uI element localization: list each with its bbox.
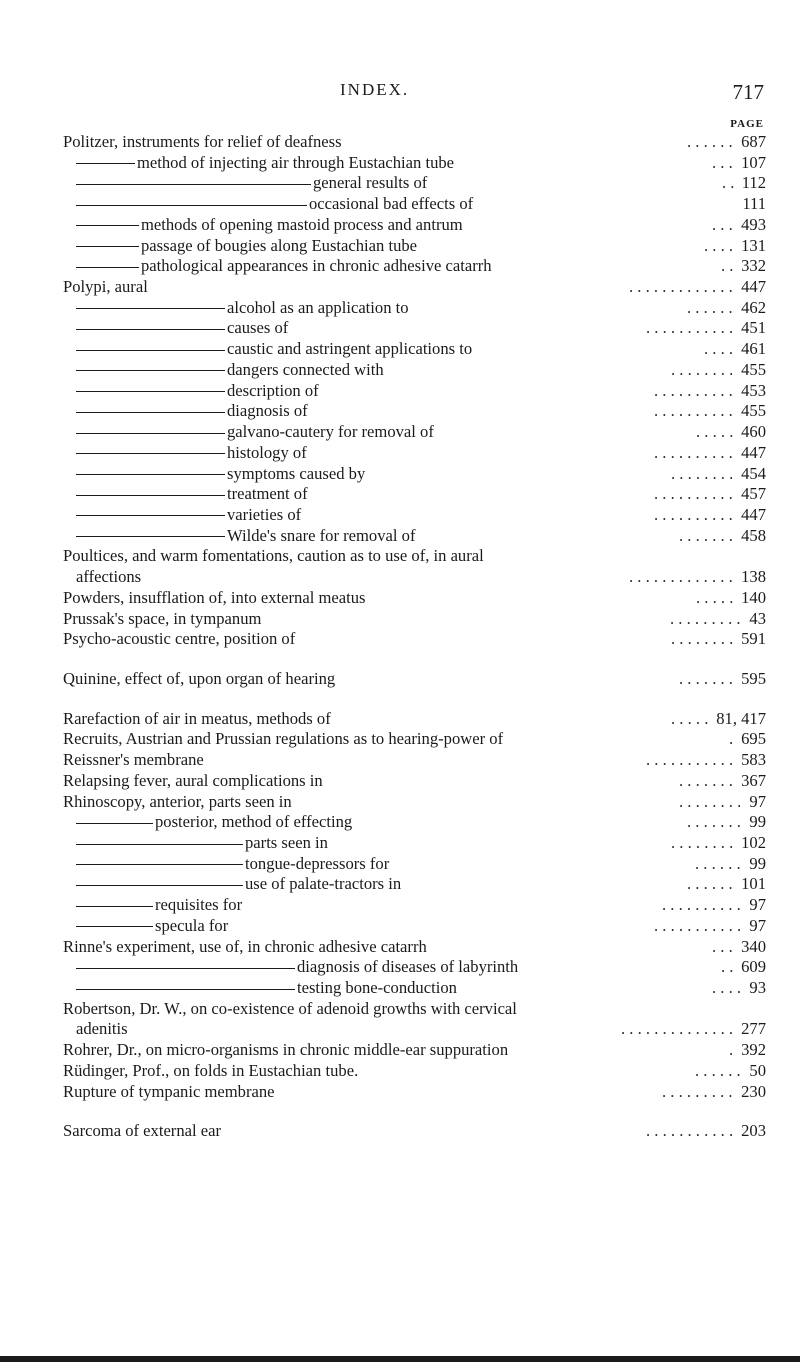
dot-leader: . <box>729 1040 734 1060</box>
dot-leader: . . . . . . . . . . <box>654 380 733 400</box>
entry-heading: Prussak's space, in tympanum <box>63 608 262 628</box>
dot-leader: . . . <box>712 152 733 172</box>
entry-heading: diagnosis of <box>227 401 308 421</box>
index-entry <box>63 215 766 236</box>
index-entry <box>63 709 766 730</box>
entry-heading: Polypi, aural <box>63 277 148 297</box>
page-reference: 97 <box>749 791 766 811</box>
index-entry <box>63 1061 766 1082</box>
dot-leader: . . . . . . . . . . <box>654 442 733 462</box>
ditto-dash <box>76 163 135 164</box>
entry-heading: diagnosis of diseases of labyrinth <box>297 957 519 977</box>
entry-heading: Psycho-acoustic centre, position of <box>63 629 296 649</box>
ditto-dash <box>76 823 153 824</box>
page-reference: 583 <box>741 750 766 770</box>
dot-leader: . . . . . . . . . . <box>662 895 741 915</box>
dot-leader: . . . <box>712 936 733 956</box>
index-entry <box>63 443 766 464</box>
page-reference: 99 <box>749 812 766 832</box>
dot-leader: . . . . . . <box>687 297 733 317</box>
entry-heading: galvano-cautery for removal of <box>227 422 434 442</box>
ditto-dash <box>76 885 243 886</box>
entry-heading: description of <box>227 380 319 400</box>
entry-heading: testing bone-conduction <box>297 978 457 998</box>
index-entry <box>63 256 766 277</box>
dot-leader: . . . . . . . . . . . <box>654 915 742 935</box>
dot-leader: . . . . . . <box>687 874 733 894</box>
dot-leader: . . . <box>712 214 733 234</box>
index-entry <box>63 854 766 875</box>
dot-leader: . . . . . . . . . <box>662 1081 733 1101</box>
entry-heading: Relapsing fever, aural complications in <box>63 770 323 790</box>
page-reference: 458 <box>741 525 766 545</box>
dot-leader: . . . . <box>704 235 734 255</box>
dot-leader: . . . . <box>712 978 742 998</box>
dot-leader: . . . . . . . . . . <box>654 484 733 504</box>
page-reference: 367 <box>741 770 766 790</box>
dot-leader: . . . . . . . . . . . <box>646 1121 734 1141</box>
ditto-dash <box>76 968 295 969</box>
entry-heading: method of injecting air through Eustachian tube <box>137 152 455 172</box>
page-reference: 50 <box>749 1060 766 1080</box>
page-reference: 138 <box>741 567 766 587</box>
entry-heading: Quinine, effect of, upon organ of hearing <box>63 668 336 688</box>
index-entry <box>63 937 766 958</box>
entry-heading: caustic and astringent applications to <box>227 339 473 359</box>
page-reference: 43 <box>749 608 766 628</box>
page-reference: 447 <box>741 504 766 524</box>
ditto-dash <box>76 370 225 371</box>
index-entry <box>63 916 766 937</box>
ditto-dash <box>76 433 225 434</box>
dot-leader: . . <box>722 173 735 193</box>
page-reference: 102 <box>741 833 766 852</box>
index-entry <box>63 588 766 609</box>
page-reference: 277 <box>741 1019 766 1039</box>
page-reference: 455 <box>741 359 766 379</box>
ditto-dash <box>76 329 225 330</box>
dot-leader: . . . . . . <box>695 853 741 873</box>
entry-heading: Wilde's snare for removal of <box>227 525 416 545</box>
dot-leader: . . . . . . . . <box>671 833 734 852</box>
entry-heading: Robertson, Dr. W., on co-existence of adenoid growths with cervical <box>63 998 517 1018</box>
index-entry <box>63 339 766 360</box>
entry-heading: histology of <box>227 442 307 462</box>
dot-leader: . . . . . . . . <box>671 359 734 379</box>
running-header <box>0 80 800 110</box>
index-entry <box>63 422 766 443</box>
index-entry <box>63 1082 766 1103</box>
ditto-dash <box>76 412 225 413</box>
page-reference: 392 <box>741 1040 766 1060</box>
ditto-dash <box>76 350 225 351</box>
index-entry <box>63 812 766 833</box>
page-reference: 595 <box>741 668 766 688</box>
index-entry <box>63 669 766 690</box>
index-entry <box>63 277 766 298</box>
dot-leader: . . . . . . . . . . <box>654 504 733 524</box>
dot-leader: . . . . . . . . . . . <box>646 318 734 338</box>
index-entry <box>63 629 766 650</box>
entry-heading: pathological appearances in chronic adhesive catarrh <box>141 256 492 276</box>
index-entry <box>63 464 766 485</box>
dot-leader: . . . . . . . <box>679 525 733 545</box>
dot-leader: . . . . . . . . . . . <box>646 750 734 770</box>
index-entry <box>63 750 766 771</box>
dot-leader: . . . . . . . . . <box>670 608 741 628</box>
dot-leader: . . . . . . . . . . . . . <box>629 277 733 297</box>
ditto-dash <box>76 391 225 392</box>
dot-leader: . . . . . . . <box>687 812 741 832</box>
entry-heading: occasional bad effects of <box>309 194 474 214</box>
header-title: INDEX. <box>340 80 410 99</box>
page-reference: 687 <box>741 132 766 151</box>
page-column-label: PAGE <box>730 118 764 130</box>
index-entry <box>63 895 766 916</box>
entry-heading: methods of opening mastoid process and antrum <box>141 214 463 234</box>
page-reference: 97 <box>749 895 766 915</box>
ditto-dash <box>76 536 225 537</box>
entry-heading: Rinne's experiment, use of, in chronic adhesive catarrh <box>63 936 427 956</box>
dot-leader: . . . . . . . . . . . . . <box>629 567 733 587</box>
entry-heading: varieties of <box>227 504 302 524</box>
index-entry <box>63 978 766 999</box>
entry-heading: Recruits, Austrian and Prussian regulations as to hearing-power of <box>63 729 504 749</box>
entry-heading: use of palate-tractors in <box>245 874 402 894</box>
dot-leader: . . . . . . . . <box>671 463 734 483</box>
entry-heading: Reissner's membrane <box>63 750 204 770</box>
entry-heading: tongue-depressors for <box>245 853 390 873</box>
entry-heading: Poultices, and warm fomentations, caution as to use of, in aural <box>63 546 484 566</box>
page-reference: 591 <box>741 629 766 649</box>
page-reference: 454 <box>741 463 766 483</box>
dot-leader: . . . . . <box>671 708 709 728</box>
page-reference: 457 <box>741 484 766 504</box>
page-reference: 453 <box>741 380 766 400</box>
ditto-dash <box>76 453 225 454</box>
header-page-number: 717 <box>732 80 764 104</box>
page-reference: 99 <box>749 853 766 873</box>
dot-leader: . . <box>721 256 734 276</box>
entry-heading: general results of <box>313 173 428 193</box>
index-entry <box>63 173 766 194</box>
ditto-dash <box>76 989 295 990</box>
index-entry <box>63 526 766 547</box>
dot-leader: . . . . . . <box>687 132 733 151</box>
page-reference: 447 <box>741 277 766 297</box>
index-entry <box>63 236 766 257</box>
entry-heading: Rohrer, Dr., on micro-organisms in chronic middle-ear suppuration <box>63 1040 509 1060</box>
dot-leader: . . . . . <box>696 587 734 607</box>
ditto-dash <box>76 864 243 865</box>
page-reference: 101 <box>741 874 766 894</box>
page-reference: 340 <box>741 936 766 956</box>
ditto-dash <box>76 308 225 309</box>
dot-leader: . . . . . <box>696 422 734 442</box>
entry-heading: parts seen in <box>245 833 328 852</box>
page-reference: 97 <box>749 915 766 935</box>
page-reference: 460 <box>741 422 766 442</box>
index-entry <box>63 153 766 174</box>
entry-heading: Rupture of tympanic membrane <box>63 1081 275 1101</box>
page-reference: 140 <box>741 587 766 607</box>
index-entry <box>63 609 766 630</box>
ditto-dash <box>76 267 139 268</box>
dot-leader: . . . . <box>704 339 734 359</box>
entry-heading: alcohol as an application to <box>227 297 409 317</box>
entry-heading: Rarefaction of air in meatus, methods of <box>63 708 331 728</box>
page-reference: 609 <box>741 957 766 977</box>
entry-heading: symptoms caused by <box>227 463 366 483</box>
entry-heading: causes of <box>227 318 289 338</box>
page-reference: 93 <box>749 978 766 998</box>
dot-leader: . . . . . . . . <box>671 629 734 649</box>
entry-heading: Sarcoma of external ear <box>63 1121 222 1141</box>
entry-heading: affections <box>76 567 142 587</box>
page-reference: 461 <box>741 339 766 359</box>
ditto-dash <box>76 515 225 516</box>
index-entry <box>63 1121 766 1142</box>
dot-leader: . . <box>721 957 734 977</box>
ditto-dash <box>76 906 153 907</box>
page-reference: 203 <box>741 1121 766 1141</box>
ditto-dash <box>76 184 311 185</box>
index-entry <box>63 999 766 1020</box>
index-entry <box>63 1040 766 1061</box>
index-entry <box>63 833 766 854</box>
index-entry <box>63 546 766 567</box>
ditto-dash <box>76 246 139 247</box>
index-entry <box>63 729 766 750</box>
index-entry <box>63 957 766 978</box>
dot-leader: . . . . . . . <box>679 668 733 688</box>
entry-heading: specula for <box>155 915 229 935</box>
page-reference: 107 <box>741 152 766 172</box>
entry-heading: dangers connected with <box>227 359 384 379</box>
dot-leader: . <box>729 729 734 749</box>
ditto-dash <box>76 844 243 845</box>
page-reference: 451 <box>741 318 766 338</box>
index-entry <box>63 567 766 588</box>
dot-leader: . . . . . . <box>695 1060 741 1080</box>
index-entry <box>63 318 766 339</box>
page-reference: 455 <box>741 401 766 421</box>
page-reference: 447 <box>741 442 766 462</box>
ditto-dash <box>76 926 153 927</box>
entry-heading: Rüdinger, Prof., on folds in Eustachian tube. <box>63 1060 359 1080</box>
entry-heading: Politzer, instruments for relief of deafness <box>63 132 342 151</box>
ditto-dash <box>76 225 139 226</box>
index-entry <box>63 484 766 505</box>
page-reference: 131 <box>741 235 766 255</box>
entry-heading: requisites for <box>155 895 243 915</box>
dot-leader: . . . . . . . . . . <box>654 401 733 421</box>
index-entry <box>63 874 766 895</box>
index-entry <box>63 194 766 215</box>
page-reference: 230 <box>741 1081 766 1101</box>
entry-heading: passage of bougies along Eustachian tube <box>141 235 418 255</box>
entry-heading: treatment of <box>227 484 308 504</box>
index-entry <box>63 1019 766 1040</box>
page-reference: 332 <box>741 256 766 276</box>
page-reference: 493 <box>741 214 766 234</box>
page-reference: 81, 417 <box>716 708 766 728</box>
index-entry <box>63 505 766 526</box>
index-entry <box>63 792 766 813</box>
index-entry <box>63 381 766 402</box>
ditto-dash <box>76 495 225 496</box>
entry-heading: posterior, method of effecting <box>155 812 353 832</box>
index-entry <box>63 771 766 792</box>
index-entry <box>63 298 766 319</box>
page-reference: 112 <box>741 173 766 193</box>
entry-heading: adenitis <box>76 1019 128 1039</box>
entry-heading: Powders, insufflation of, into external meatus <box>63 587 366 607</box>
dot-leader: . . . . . . . <box>679 770 733 790</box>
entry-heading: Rhinoscopy, anterior, parts seen in <box>63 791 292 811</box>
page-reference: 111 <box>742 194 766 214</box>
dot-leader: . . . . . . . . <box>679 791 742 811</box>
index-list <box>63 132 766 1142</box>
page-reference: 462 <box>741 297 766 317</box>
index-entry <box>63 360 766 381</box>
bottom-rule <box>0 1356 800 1362</box>
page-reference: 695 <box>741 729 766 749</box>
index-entry <box>63 132 766 153</box>
dot-leader: . . . . . . . . . . . . . . <box>621 1019 734 1039</box>
ditto-dash <box>76 474 225 475</box>
ditto-dash <box>76 205 307 206</box>
index-entry <box>63 401 766 422</box>
